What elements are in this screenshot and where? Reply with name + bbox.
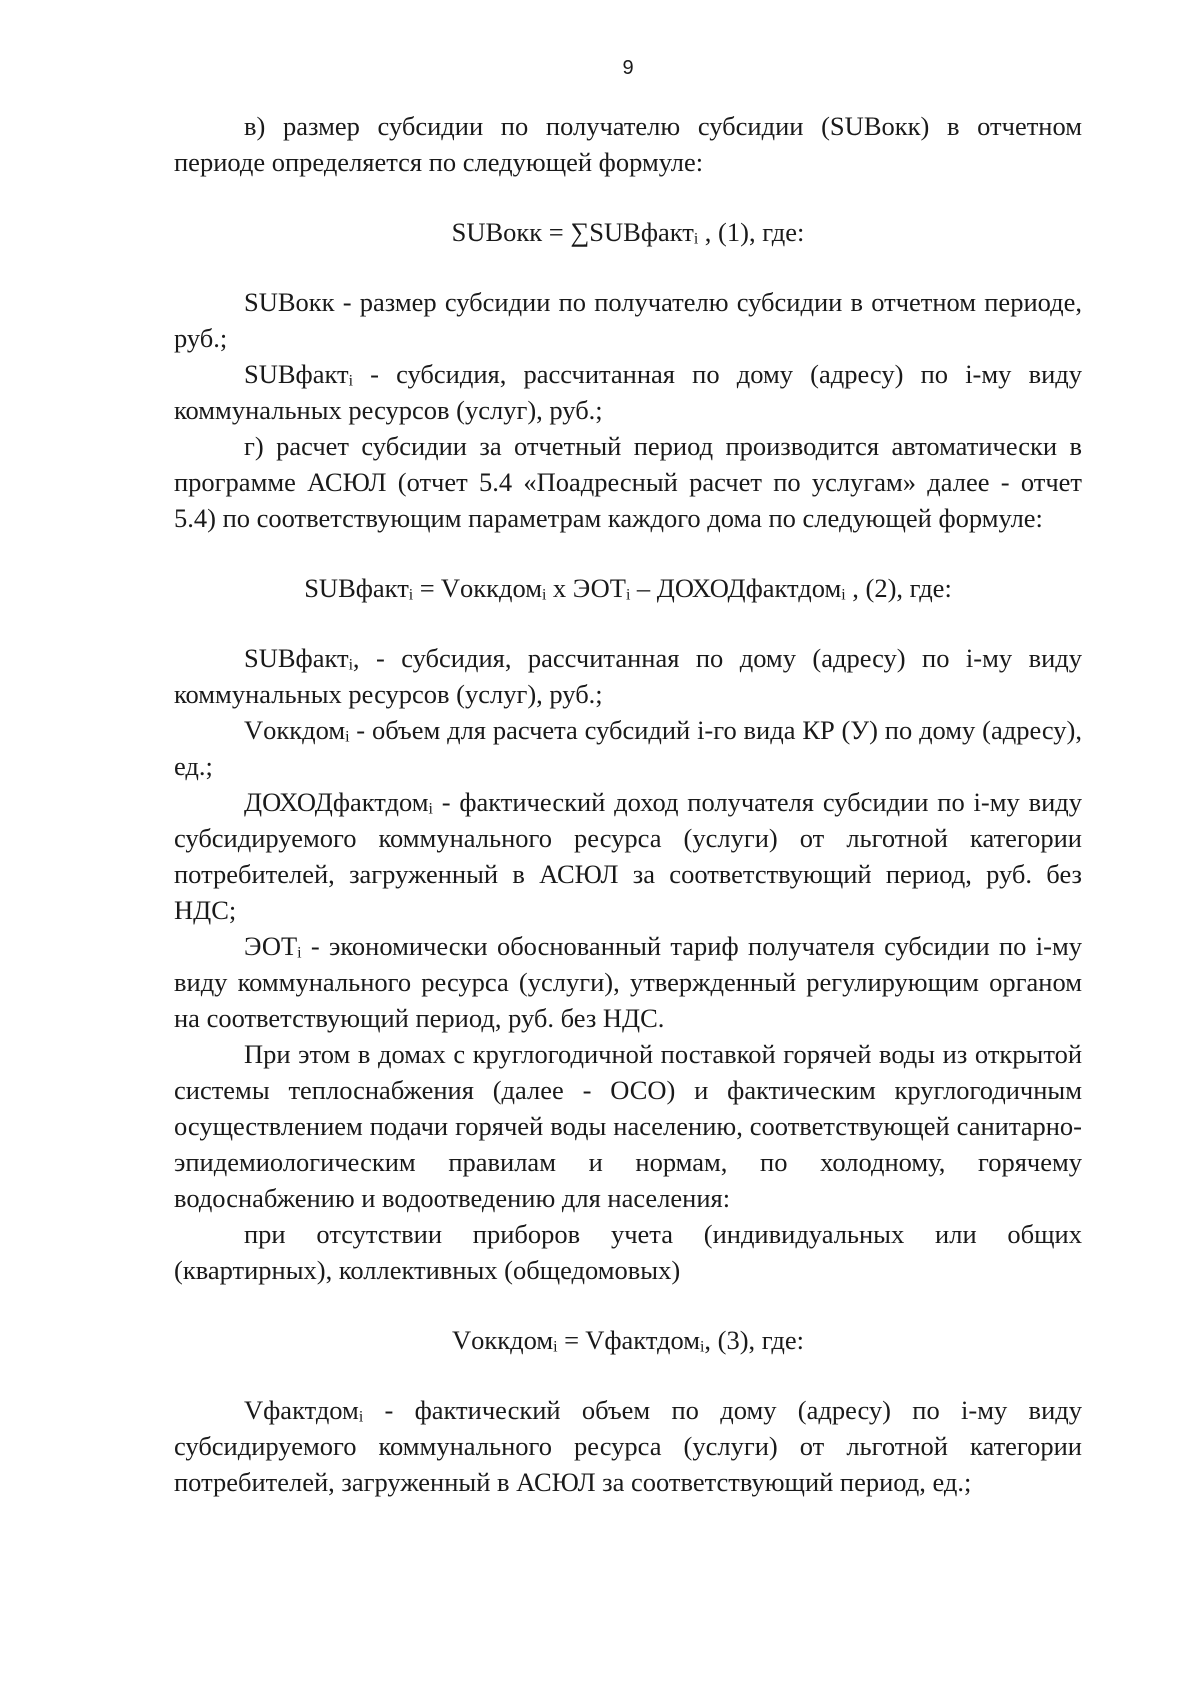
page-number: 9 [622,57,634,79]
spacer [174,1288,1082,1322]
definition-dohodfaktdom: ДОХОДфактдомᵢ - фактический доход получателя субсидии по i-му виду субсидируемого коммунального ресурса (услуги) от льготной категории потребителей, загруженный в АСЮЛ за соответствующий период, руб. без НДС; [174,787,1082,925]
definition-eot: ЭОТᵢ - экономически обоснованный тариф получателя субсидии по i-му виду коммунального ресурса (услуги), утвержденный регулирующим органом на соответствующий период, руб. без НДС. [174,931,1082,1033]
paragraph-v-subsidy-size: в) размер субсидии по получателю субсидии (SUBокк) в отчетном периоде определяется по следующей формуле: [174,111,1082,177]
paragraph-no-meters: при отсутствии приборов учета (индивидуальных или общих (квартирных), коллективных (общедомовых) [174,1219,1082,1285]
paragraph-g-calculation: г) расчет субсидии за отчетный период производится автоматически в программе АСЮЛ (отчет 5.4 «Поадресный расчет по услугам» далее - отчет 5.4) по соответствующим параметрам каждого дома по следующей формуле: [174,431,1082,533]
spacer [174,1358,1082,1392]
definition-vokkdom: Vоккдомᵢ - объем для расчета субсидий i-го вида КР (У) по дому (адресу), ед.; [174,715,1082,781]
formula-1: SUBокк = ∑SUBфактᵢ , (1), где: [451,217,805,247]
formula-2: SUBфактᵢ = Vоккдомᵢ х ЭОТᵢ – ДОХОДфактдомᵢ , (2), где: [304,573,952,603]
definition-subfakt: SUBфактᵢ - субсидия, рассчитанная по дому (адресу) по i-му виду коммунальных ресурсов (услуг), руб.; [174,359,1082,425]
formula-3: Vоккдомᵢ = Vфактдомᵢ, (3), где: [452,1325,804,1355]
definition-subokk: SUBокк - размер субсидии по получателю субсидии в отчетном периоде, руб.; [174,287,1082,353]
spacer [174,250,1082,284]
definition-vfaktdom: Vфактдомᵢ - фактический объем по дому (адресу) по i-му виду субсидируемого коммунального ресурса (услуги) от льготной категории потребителей, загруженный в АСЮЛ за соответствующий период, ед.; [174,1395,1082,1497]
paragraph-oso-conditions: При этом в домах с круглогодичной поставкой горячей воды из открытой системы теплоснабжения (далее - ОСО) и фактическим круглогодичным осуществлением подачи горячей воды населению, соответствующей санитарно-эпидемиологическим правилам и нормам, по холодному, горячему водоснабжению и водоотведению для населения: [174,1039,1082,1213]
definition-subfakt-2: SUBфактᵢ, - субсидия, рассчитанная по дому (адресу) по i-му виду коммунальных ресурсов (услуг), руб.; [174,643,1082,709]
spacer [174,606,1082,640]
spacer [174,180,1082,214]
spacer [174,536,1082,570]
